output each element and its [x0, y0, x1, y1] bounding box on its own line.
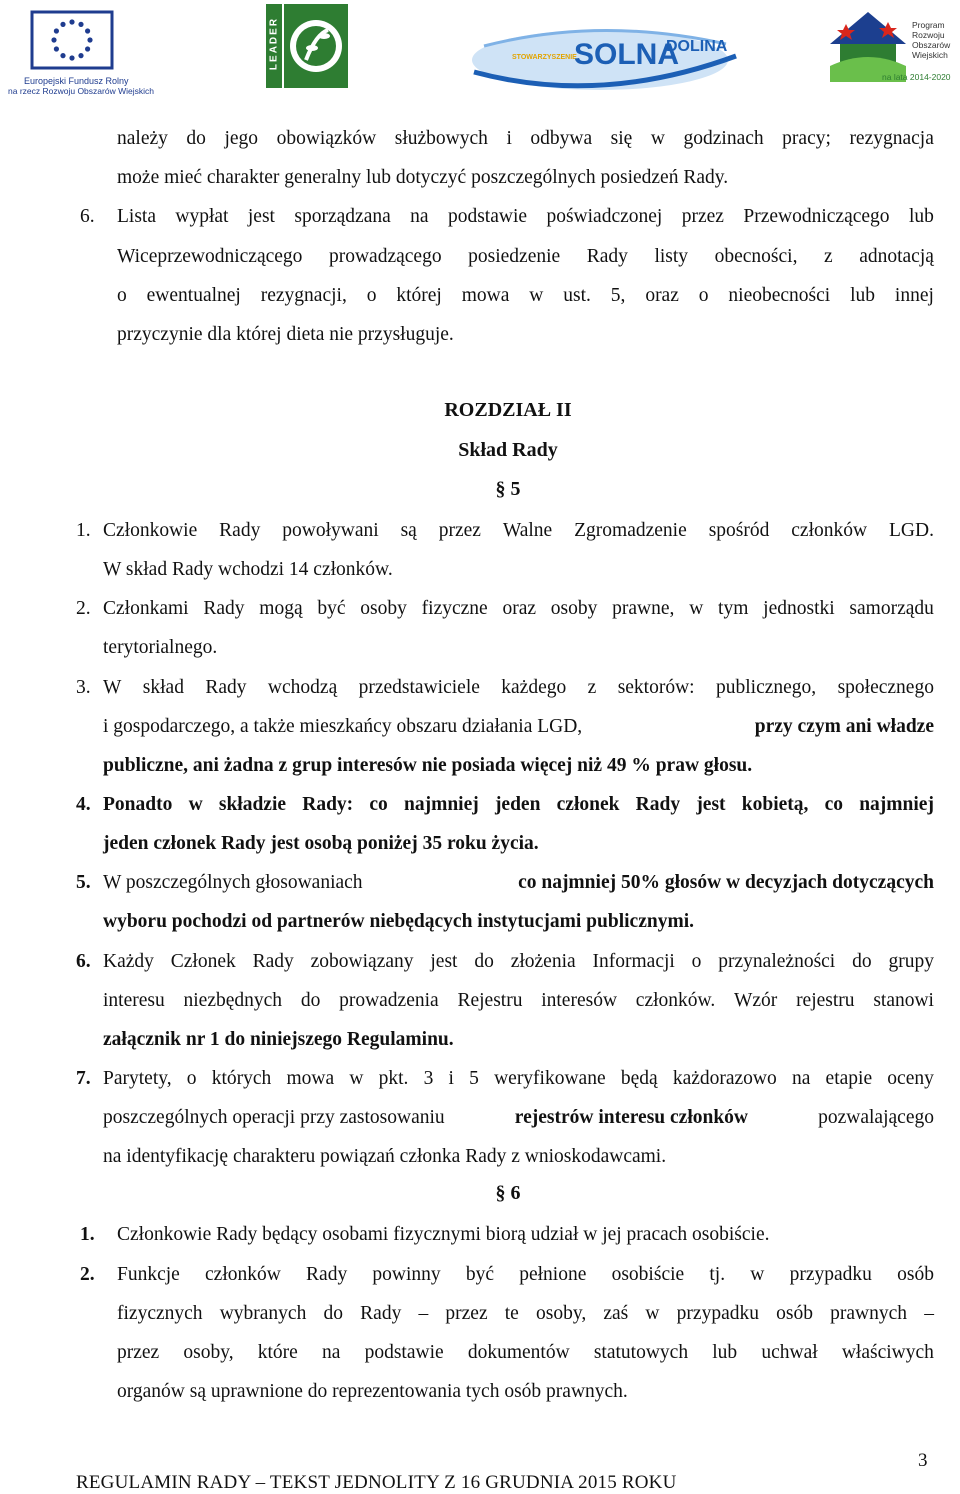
- word: lub: [712, 1342, 738, 1363]
- word: przez: [117, 1342, 160, 1363]
- paragraph-line: [103, 987, 934, 1015]
- paragraph-line: przyczynie dla której dieta nie przysługuje.: [117, 324, 454, 345]
- word: te: [504, 1303, 519, 1324]
- paragraph-line: [103, 595, 934, 623]
- word: do: [474, 951, 494, 972]
- word: wypłat: [175, 206, 229, 227]
- word: Rady: [203, 598, 245, 619]
- word: być: [465, 1264, 495, 1285]
- word: Wiceprzewodniczącego: [117, 246, 303, 267]
- word: do: [186, 128, 206, 149]
- word: nieobecności: [728, 285, 831, 306]
- paragraph-line: załącznik nr 1 do niniejszego Regulaminu.: [103, 1029, 454, 1050]
- s6-2-line-1: [0, 1261, 960, 1289]
- word: przez: [438, 520, 481, 541]
- paragraph-line: organów są uprawnione do reprezentowania tych osób prawnych.: [117, 1381, 628, 1402]
- word: Każdy: [103, 951, 154, 972]
- word: oceny: [887, 1068, 934, 1089]
- word: jednostki: [763, 598, 835, 619]
- word: osoby,: [536, 1303, 587, 1324]
- word: rezygnacja: [849, 128, 934, 149]
- paragraph-line: [103, 674, 934, 702]
- word: rejestru: [796, 990, 855, 1011]
- word: przez: [445, 1303, 488, 1324]
- word: interesów: [541, 990, 618, 1011]
- word: w: [645, 1303, 660, 1324]
- paragraph-line: [117, 125, 934, 153]
- word: w: [750, 1264, 765, 1285]
- s5-2-line-2: [0, 634, 960, 662]
- word: Rady: [360, 1303, 402, 1324]
- solna-dolina-logo: [470, 16, 740, 96]
- paragraph-line-mixed: [103, 869, 934, 897]
- s5-3-line-1: [0, 674, 960, 702]
- word: prowadzącego: [328, 246, 442, 267]
- word: 3: [423, 1068, 434, 1089]
- section-5-heading: § 5: [495, 478, 521, 500]
- word: przypadku: [789, 1264, 872, 1285]
- eu-star-icon: [60, 22, 65, 27]
- word: LGD.: [889, 520, 934, 541]
- list-number: 3.: [76, 677, 91, 698]
- s5-7-line-3: [0, 1143, 960, 1171]
- word: w: [650, 128, 665, 149]
- word: Parytety,: [103, 1068, 172, 1089]
- word: samorządu: [849, 598, 934, 619]
- word: interesu: [103, 990, 165, 1011]
- word: godzinach: [683, 128, 764, 149]
- p6-line-2: [0, 243, 960, 271]
- paragraph-line: [103, 791, 934, 819]
- word: W: [103, 677, 122, 698]
- word: niezbędnych: [183, 990, 283, 1011]
- dolina-name: DOLINA: [666, 38, 728, 55]
- word: Rady: [205, 677, 247, 698]
- s5-5-line-1: [0, 869, 960, 897]
- word: jest: [430, 951, 458, 972]
- word: przedstawiciele: [358, 677, 480, 698]
- s6-1-line-1: [0, 1221, 960, 1249]
- word: służbowych: [394, 128, 488, 149]
- s5-7-line-2: [0, 1104, 960, 1132]
- word: jego: [224, 128, 259, 149]
- word: ewentualnej: [146, 285, 241, 306]
- p6-line-1: [0, 203, 960, 231]
- s5-6-line-1: [0, 948, 960, 976]
- word: składzie: [218, 794, 287, 815]
- word: Rady: [219, 520, 261, 541]
- word: powinny: [372, 1264, 441, 1285]
- word: z: [587, 677, 597, 698]
- word: Ponadto: [103, 794, 173, 815]
- eu-star-icon: [87, 37, 92, 42]
- paragraph-line: [103, 1065, 934, 1093]
- paragraph-line: [117, 1261, 934, 1289]
- word: statutowych: [593, 1342, 689, 1363]
- word: Rady: [306, 1264, 348, 1285]
- word: osób: [897, 1264, 934, 1285]
- eu-star-icon: [69, 55, 74, 60]
- s5-6-line-3: [0, 1026, 960, 1054]
- eu-star-icon: [54, 46, 59, 51]
- word: 5,: [610, 285, 626, 306]
- s5-4-line-2: [0, 830, 960, 858]
- list-number: 5.: [76, 872, 91, 893]
- word: do: [300, 990, 321, 1011]
- paragraph-line: W skład Rady wchodzi 14 członków.: [103, 559, 393, 580]
- word: odbywa: [530, 128, 593, 149]
- word: na: [322, 1342, 341, 1363]
- word: Rady: [586, 246, 628, 267]
- prow-text-2: Rozwoju: [912, 30, 945, 40]
- s5-3-line-3: [0, 752, 960, 780]
- word: w: [349, 1068, 364, 1089]
- word: weryfikowane: [494, 1068, 606, 1089]
- word: Rady:: [302, 794, 354, 815]
- word: przypadku: [676, 1303, 759, 1324]
- solna-name: SOLNA: [574, 38, 679, 71]
- prow-text-1: Program: [912, 20, 945, 30]
- word: poświadczonej: [546, 206, 663, 227]
- word: zobowiązany: [310, 951, 414, 972]
- p5-line-1: [0, 125, 960, 153]
- paragraph-fragment: pozwalającego: [818, 1107, 934, 1128]
- word: członków.: [635, 990, 716, 1011]
- eu-star-icon: [78, 53, 83, 58]
- list-number: 6.: [80, 206, 95, 227]
- word: 5: [469, 1068, 479, 1089]
- s5-5-line-2: [0, 908, 960, 936]
- page-number: 3: [918, 1450, 928, 1471]
- word: Rady: [635, 794, 681, 815]
- eu-caption-1: Europejski Fundusz Rolny: [24, 76, 129, 86]
- word: są: [400, 520, 417, 541]
- s6-2-line-2: [0, 1300, 960, 1328]
- word: w: [689, 598, 704, 619]
- paragraph-line: [103, 517, 934, 545]
- eu-logo: [8, 6, 154, 96]
- word: do: [852, 951, 872, 972]
- paragraph-line: [117, 282, 934, 310]
- word: o: [117, 285, 127, 306]
- word: na: [791, 1068, 811, 1089]
- list-number: 1.: [76, 520, 91, 541]
- eu-star-icon: [69, 19, 74, 24]
- solna-tag: STOWARZYSZENIE: [512, 54, 577, 61]
- word: tym: [718, 598, 749, 619]
- word: innej: [894, 285, 934, 306]
- s5-1-line-1: [0, 517, 960, 545]
- word: skład: [142, 677, 184, 698]
- paragraph-line-mixed: [103, 713, 934, 741]
- word: oraz: [645, 285, 679, 306]
- word: obecności,: [714, 246, 798, 267]
- paragraph-fragment: i gospodarczego, a także mieszkańcy obszaru działania LGD,: [103, 716, 583, 737]
- eu-star-icon: [78, 22, 83, 27]
- word: kobietą,: [741, 794, 809, 815]
- section-6-heading: § 6: [495, 1182, 521, 1204]
- word: właściwych: [841, 1342, 934, 1363]
- word: fizycznych: [117, 1303, 203, 1324]
- paragraph-fragment-bold: rejestrów interesu członków: [514, 1107, 749, 1128]
- word: Rejestru: [457, 990, 523, 1011]
- word: pracy;: [782, 128, 831, 149]
- s5-4-line-1: [0, 791, 960, 819]
- footer-title: REGULAMIN RADY – TEKST JEDNOLITY Z 16 GRUDNIA 2015 ROKU: [76, 1472, 677, 1493]
- word: stanowi: [873, 990, 934, 1011]
- word: jeden: [494, 794, 541, 815]
- word: być: [317, 598, 346, 619]
- word: fizyczne: [421, 598, 488, 619]
- prow-logo: [826, 8, 958, 94]
- word: wchodzą: [267, 677, 338, 698]
- word: co: [824, 794, 843, 815]
- s6-2-line-4: [0, 1378, 960, 1406]
- prow-text-3: Obszarów: [912, 40, 951, 50]
- paragraph-line: Członkowie Rady będący osobami fizycznymi biorą udział w jej pracach osobiście.: [117, 1224, 770, 1245]
- paragraph-line: [117, 1339, 934, 1367]
- paragraph-line: wyboru pochodzi od partnerów niebędących instytucjami publicznymi.: [103, 911, 694, 932]
- list-number: 6.: [76, 951, 91, 972]
- word: przynależności: [718, 951, 836, 972]
- word: o: [691, 951, 702, 972]
- list-number: 1.: [80, 1224, 95, 1245]
- word: najmniej: [859, 794, 934, 815]
- word: o: [366, 285, 377, 306]
- word: do: [323, 1303, 343, 1324]
- word: osoby: [360, 598, 407, 619]
- word: Przewodniczącego: [743, 206, 890, 227]
- word: prawne,: [612, 598, 675, 619]
- word: Informacji: [592, 951, 675, 972]
- word: na: [410, 206, 429, 227]
- paragraph-line: może mieć charakter generalny lub dotyczyć poszczególnych posiedzeń Rady.: [117, 167, 729, 188]
- paragraph-line: terytorialnego.: [103, 637, 218, 658]
- paragraph-line: jeden członek Rady jest osobą poniżej 35 roku życia.: [103, 833, 539, 854]
- word: Członkami: [103, 598, 189, 619]
- word: mowa: [286, 1068, 335, 1089]
- word: złożenia: [510, 951, 576, 972]
- eu-star-icon: [85, 28, 90, 33]
- word: zaś: [603, 1303, 629, 1324]
- prow-years: na lata 2014-2020: [882, 72, 951, 82]
- word: się: [610, 128, 633, 149]
- s5-3-line-2: [0, 713, 960, 741]
- chapter-heading: ROZDZIAŁ II: [444, 399, 572, 421]
- header-logos: [0, 0, 960, 100]
- eu-star-icon: [60, 53, 65, 58]
- word: osobiście: [611, 1264, 685, 1285]
- eu-star-icon: [51, 37, 56, 42]
- p5-line-2: [0, 164, 960, 192]
- word: etapie: [825, 1068, 873, 1089]
- word: ust.: [563, 285, 591, 306]
- word: członków: [791, 520, 868, 541]
- word: osoby: [550, 598, 598, 619]
- word: sektorów:: [617, 677, 695, 698]
- word: każdorazowo: [672, 1068, 777, 1089]
- word: co: [369, 794, 388, 815]
- word: prawnych: [830, 1303, 908, 1324]
- s5-1-line-2: [0, 556, 960, 584]
- word: lub: [908, 206, 934, 227]
- word: o: [186, 1068, 197, 1089]
- word: z: [824, 246, 833, 267]
- word: podstawie: [364, 1342, 444, 1363]
- word: członek: [556, 794, 620, 815]
- word: osoby,: [183, 1342, 234, 1363]
- word: które: [257, 1342, 298, 1363]
- word: i: [448, 1068, 454, 1089]
- paragraph-fragment: poszczególnych operacji przy zastosowaniu: [103, 1107, 445, 1128]
- word: sporządzana: [294, 206, 391, 227]
- s5-7-line-1: [0, 1065, 960, 1093]
- word: w: [188, 794, 203, 815]
- word: Rady: [252, 951, 294, 972]
- paragraph-line: [117, 243, 934, 271]
- paragraph-line: [103, 948, 934, 976]
- word: adnotacją: [859, 246, 934, 267]
- paragraph-fragment-bold: przy czym ani władze: [754, 716, 934, 737]
- word: Zgromadzenie: [574, 520, 687, 541]
- p6-line-3: [0, 282, 960, 310]
- list-number: 7.: [76, 1068, 91, 1089]
- word: pkt.: [378, 1068, 409, 1089]
- word: dokumentów: [467, 1342, 570, 1363]
- word: pełnione: [519, 1264, 587, 1285]
- word: lub: [850, 285, 876, 306]
- word: Walne: [502, 520, 553, 541]
- word: przez: [681, 206, 724, 227]
- word: rezygnacji,: [260, 285, 347, 306]
- word: obowiązków: [276, 128, 377, 149]
- prow-text-4: Wiejskich: [912, 50, 948, 60]
- p6-line-4: [0, 321, 960, 349]
- word: wybranych: [219, 1303, 307, 1324]
- word: o: [698, 285, 709, 306]
- word: członków: [205, 1264, 281, 1285]
- word: oraz: [502, 598, 537, 619]
- word: mogą: [259, 598, 303, 619]
- eu-star-icon: [54, 28, 59, 33]
- word: mowa: [461, 285, 510, 306]
- paragraph-line: [117, 203, 934, 231]
- word: społecznego: [837, 677, 934, 698]
- leader-logo: [266, 4, 348, 88]
- word: –: [924, 1303, 934, 1324]
- word: Członkowie: [103, 520, 198, 541]
- word: grupy: [888, 951, 934, 972]
- word: osób: [776, 1303, 813, 1324]
- word: listy: [654, 246, 689, 267]
- eu-star-icon: [85, 46, 90, 51]
- paragraph-line: publiczne, ani żadna z grup interesów nie posiada więcej niż 49 % praw głosu.: [103, 755, 753, 776]
- eu-caption-2: na rzecz Rozwoju Obszarów Wiejskich: [8, 86, 154, 96]
- word: których: [211, 1068, 272, 1089]
- word: publicznego,: [715, 677, 817, 698]
- list-number: 2.: [80, 1264, 95, 1285]
- s5-2-line-1: [0, 595, 960, 623]
- word: uchwał: [761, 1342, 818, 1363]
- word: –: [418, 1303, 429, 1324]
- word: należy: [117, 128, 168, 149]
- word: i: [506, 128, 512, 149]
- word: spośród: [708, 520, 770, 541]
- s6-2-line-3: [0, 1339, 960, 1367]
- eu-flag-icon: [8, 6, 136, 76]
- word: tj.: [709, 1264, 726, 1285]
- word: Lista: [117, 206, 156, 227]
- word: prowadzenia: [339, 990, 439, 1011]
- paragraph-line: [117, 1300, 934, 1328]
- paragraph-line: na identyfikację charakteru powiązań członka Rady z wnioskodawcami.: [103, 1146, 667, 1167]
- word: najmniej: [403, 794, 479, 815]
- word: w: [529, 285, 544, 306]
- word: Funkcje: [117, 1264, 180, 1285]
- word: jest: [247, 206, 275, 227]
- paragraph-fragment-bold: co najmniej 50% głosów w decyzjach dotyczących: [518, 872, 934, 893]
- paragraph-line-mixed: [103, 1104, 934, 1132]
- word: jest: [696, 794, 726, 815]
- word: podstawie: [447, 206, 528, 227]
- chapter-title: Skład Rady: [458, 439, 558, 461]
- word: Członek: [170, 951, 236, 972]
- list-number: 4.: [76, 794, 91, 815]
- word: powoływani: [282, 520, 379, 541]
- s5-6-line-2: [0, 987, 960, 1015]
- word: której: [396, 285, 442, 306]
- list-number: 2.: [76, 598, 91, 619]
- leader-text: LEADER: [268, 16, 280, 71]
- word: posiedzenie: [468, 246, 561, 267]
- word: będą: [620, 1068, 658, 1089]
- word: każdego: [501, 677, 567, 698]
- paragraph-fragment: W poszczególnych głosowaniach: [103, 872, 363, 893]
- word: Wzór: [733, 990, 778, 1011]
